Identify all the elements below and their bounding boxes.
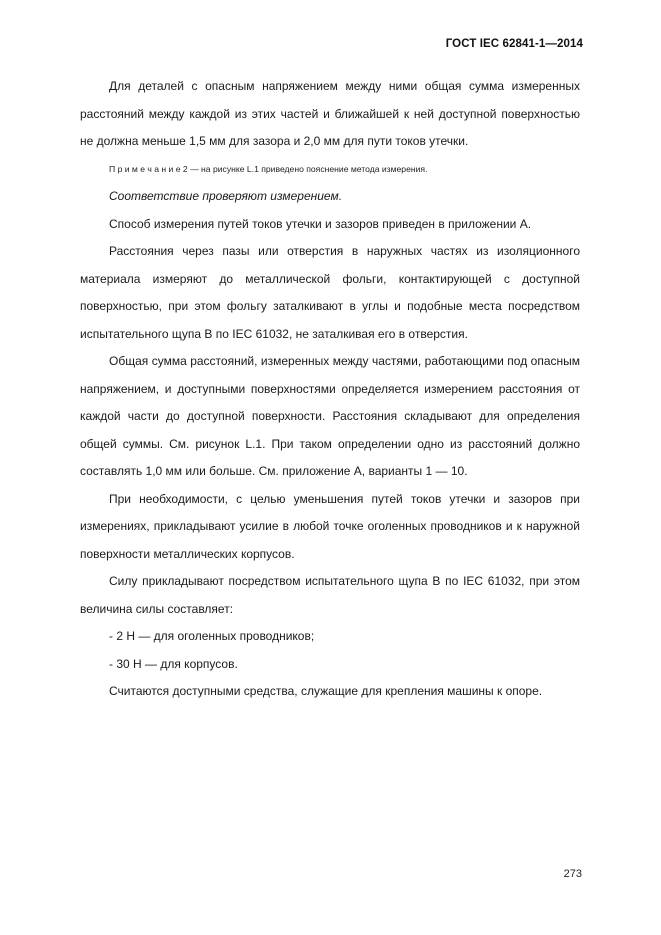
page-number: 273 [563,868,582,880]
paragraph-slots-openings: Расстояния через пазы или отверстия в наружных частях из изоляционного материала измеряют до металлической фольги, контактирующей с доступной поверхностью, при этом фольгу заталкивают в углы и подобные места посредством испытательного щупа В по IEC 61032, не заталкивая его в отверстия. [80,244,580,341]
paragraph-force-application: При необходимости, с целью уменьшения путей токов утечки и зазоров при измерениях, прикладывают усилие в любой точке оголенных проводников и к наружной поверхности металлических корпусов. [80,491,580,561]
paragraph-method: Способ измерения путей токов утечки и зазоров приведен в приложении А. [109,216,532,231]
note-2: П р и м е ч а н и е 2 — на рисунке L.1 приведено пояснение метода измерения. [109,163,428,174]
standard-header: ГОСТ IEC 62841-1—2014 [445,38,583,50]
paragraph-total-sum: Общая сумма расстояний, измеренных между частями, работающими под опасным напряжением, и доступными поверхностями определяется измерением расстояния от каждой части до доступной поверхности. Расстояния складывают для определения общей суммы. См. рисунок L.1. При таком определении одно из расстояний должно составлять 1,0 мм или больше. См. приложение А, варианты 1 — 10. [80,354,580,478]
paragraph-fixing-means: Считаются доступными средства, служащие для крепления машины к опоре. [109,684,543,698]
paragraph-distance-sum: Для деталей с опасным напряжением между ними общая сумма измеренных расстояний между каждой из этих частей и ближайшей к ней доступной поверхностью не должна меньше 1,5 мм для зазора и 2,0 мм для пути токов утечки. [80,79,580,148]
body-text [80,73,580,706]
list-item-enclosures: - 30 Н — для корпусов. [109,656,238,671]
paragraph-compliance: Соответствие проверяют измерением. [109,189,343,203]
paragraph-force-value: Силу прикладывают посредством испытательного щупа В по IEC 61032, при этом величина силы составляет: [80,574,580,616]
list-item-conductors: - 2 Н — для оголенных проводников; [109,629,315,643]
